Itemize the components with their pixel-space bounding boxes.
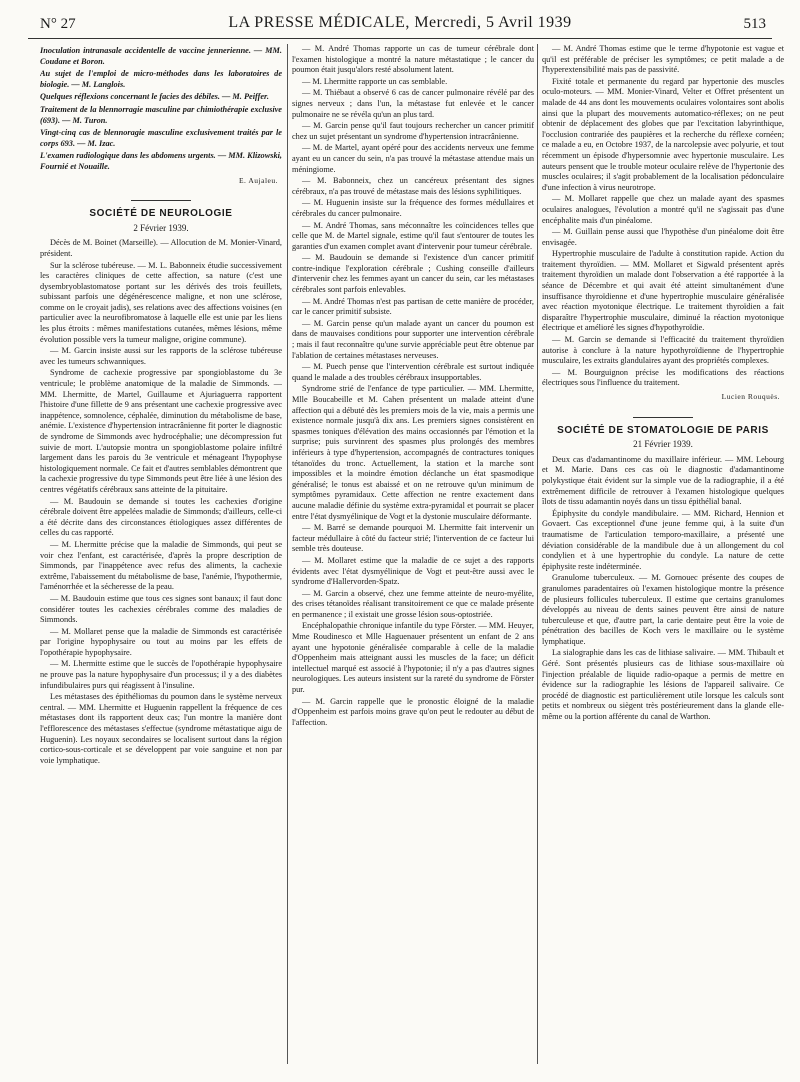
paragraph: Épiphysite du condyle mandibulaire. — MM. Richard, Hennion et Govaert. Cas exceptionnel d'une jeune femme qui, à la suite d'un traumatisme de l'articulation temporo-maxillaire, a présenté une déviation considérable de la mandibule due à un allongement du col condylien et à une hypertrophie du condyle. La nature de cette épiphysite reste indéterminée. <box>542 508 784 571</box>
paragraph: Hypertrophie musculaire de l'adulte à constitution rapide. Action du traitement thyroïdien. — MM. Mollaret et Sigwald présentent après traitement thyroïdien un malade dont l'observation a été rapportée à la séance de Décembre et qui avait été atteint simultanément d'une insuffisance thyroïdienne et d'une hypertrophie musculaire généralisée avec réaction myotonique électrique. Le traitement thyroïdien a fait disparaître l'hypertrophie musculaire, diminué la réaction myotonique électrique et amélioré les signes d'hypothyroïdie. <box>542 249 784 333</box>
paragraph: — M. Lhermitte précise que la maladie de Simmonds, qui peut se voir chez l'enfant, est caractérisée, d'après la propre description de Simmonds, par l'inappétence avec refus des aliments, la cachexie extrême, l'abaissement du métabolisme de base, l'anémie, l'hypothermie, l'aménorrhée et la sécheresse de la peau. <box>40 539 282 592</box>
paragraph: La sialographie dans les cas de lithiase salivaire. — MM. Thibault et Géré. Sont présentés plusieurs cas de lithiase sous-maxillaire où l'injection préalable de liquide radio-opaque a permis de mettre en évidence sur la radiographie les lésions de l'appareil salivaire. Ce procédé de diagnostic est particulièrement utile lorsque les calculs sont petits et nombreux ou siègent très postérieurement dans la glande elle-même ou la portion afférente du canal de Warthon. <box>542 648 784 722</box>
column-divider <box>537 44 538 1064</box>
report-title: Quelques réflexions concernant le facies des débiles. — M. Peiffer. <box>40 92 269 102</box>
column-2 <box>292 44 534 1074</box>
paragraph: — M. Huguenin insiste sur la fréquence des formes médullaires et cérébrales du cancer pulmonaire. <box>292 198 534 218</box>
report-title: L'examen radiologique dans les abdomens urgents. — MM. Klizowski, Fournié et Nouaille. <box>40 151 282 171</box>
paragraph: Granulome tuberculeux. — M. Gornouec présente des coupes de granulomes paradentaires où l'examen histologique montre la présence de plusieurs follicules tuberculeux. Il estime que certains granulomes développés au niveau de dents saines peuvent être ainsi de nature tuberculeuse et que, d'autre part, la carie dentaire peut être la voie de pénétration des bacilles de Koch vers le maxillaire ou le système lymphatique. <box>542 573 784 646</box>
paragraph: — M. Mollaret pense que la maladie de Simmonds est caractérisée par l'origine hypophysaire ou tout au moins par les effets de l'opothérapie hypophysaire. <box>40 626 282 657</box>
paragraph: Fixité totale et permanente du regard par hypertonie des muscles oculo-moteurs. — MM. Monier-Vinard, Velter et Offret présentent un malade de 44 ans dont les mouvements oculaires volontaires sont abolis ainsi que la plupart des mouvements automatico-réflexes; on ne peut obtenir de déplacement des globes que par l'excitation labyrinthique, l'occlusion contrariée des paupières et la recherche du réflexe cornéen; ce malade a eu, en Octobre 1937, de la narcolepsie avec polyurie, et tout récemment un épisode d'hypersomnie avec hypertonie musculaire. Les auteurs pensent que le trouble moteur oculaire relève de l'hypertonie des muscles oculaires; il s'agit probablement de la localisation pédonculaire d'une infection à virus neurotrope. <box>542 76 784 192</box>
paragraph: — M. André Thomas, sans méconnaître les coïncidences telles que celle que M. de Martel signale, estime qu'il faut s'entourer de toutes les garanties d'un examen complet avant d'intervenir pour tumeur cérébrale. <box>292 220 534 251</box>
paragraph: — M. Barré se demande pourquoi M. Lhermitte fait intervenir un facteur médullaire à côté du facteur strié; l'intervention de ce facteur lui semble très douteuse. <box>292 523 534 554</box>
session-date: 2 Février 1939. <box>133 222 189 233</box>
report-title: Vingt-cinq cas de blennoragie masculine exclusivement traités par le corps 693. — M. Izac. <box>40 128 282 148</box>
paragraph: — M. Garcin pense qu'il faut toujours rechercher un cancer primitif chez un sujet présentant un syndrome d'hypertension intracrânienne. <box>292 121 534 141</box>
report-title: Inoculation intranasale accidentelle de vaccine jennerienne. — MM. Coudane et Boron. <box>40 46 282 66</box>
paragraph: — M. André Thomas estime que le terme d'hypotonie est vague et qu'il est préférable de préciser les symptômes; ce petit malade a de l'hyperextensibilité mais pas de passivité. <box>542 44 784 75</box>
paragraph: — M. Garcin pense qu'un malade ayant un cancer du poumon est dans de mauvaises conditions pour supporter une intervention cérébrale ; mais il faut reconnaître qu'une survie appréciable peut être obtenue par l'ablation de certaines métastases nerveuses. <box>292 318 534 360</box>
paragraph: Syndrome strié de l'enfance de type particulier. — MM. Lhermitte, Mlle Boucabeille et M. Cahen présentent un malade atteint d'une affection qui a débuté dès les premiers mois de la vie, mais a permis une existence normale jusqu'à dix ans. Les premiers signes consistèrent en spasmes toniques d'élévation des mains occasionnés par l'émotion et la surprise; puis survinrent des spasmes plus prolongés des membres inférieurs à type d'hypertension, accompagnés de contractures toniques tétanoïdes du tronc. Actuellement, la station et la marche sont impossibles et la moindre émotion déclanche un état spasmodique généralisé; le tonus est abaissé et on ne retrouve qu'un minimum de symptômes pyramidaux. Cette affection ne rentre exactement dans aucune maladie définie du système extra-pyramidal et pourrait se placer entre l'état dysmyélinique de Vogt et la dystonie musculaire déformante. <box>292 384 534 521</box>
author-signature: E. Aujaleu. <box>238 175 278 185</box>
section-heading: SOCIÉTÉ DE STOMATOLOGIE DE PARIS <box>542 417 784 437</box>
paragraph: Les métastases des épithéliomas du poumon dans le système nerveux central. — MM. Lhermitte et Huguenin rappellent la fréquence de ces métastases dont ils rapportent deux cas; l'un montre la manière dont l'efflorescence des métastases s'effectue (syndrome métastatique aigu de Huguenin). Les noyaux secondaires se localisent surtout dans la région cortico-sous-corticale et se développent par voie sanguine et non par voie lymphatique. <box>40 692 282 765</box>
paragraph: — M. Garcin rappelle que le pronostic éloigné de la maladie d'Oppenheim est parfois moins grave qu'on peut le redouter au début de l'affection. <box>292 696 534 727</box>
paragraph: — M. Garcin insiste aussi sur les rapports de la sclérose tubéreuse avec les tumeurs schwanniques. <box>40 346 282 366</box>
paragraph: — M. Mollaret estime que la maladie de ce sujet a des rapports évidents avec l'état dysmyélinique de Vogt et peut-être aussi avec le syndrome d'Hallervorden-Spatz. <box>292 555 534 587</box>
report-title: Au sujet de l'emploi de micro-méthodes dans les laboratoires de biologie. — M. Langlois. <box>40 69 282 89</box>
paragraph: — M. Puech pense que l'intervention cérébrale est surtout indiquée quand le malade a des troubles cérébraux insupportables. <box>292 362 534 382</box>
paragraph: — M. André Thomas rapporte un cas de tumeur cérébrale dont l'examen histologique a montré la nature métastatique ; le cancer du poumon était jusqu'alors resté absolument latent. <box>292 44 534 75</box>
paragraph: — M. Garcin a observé, chez une femme atteinte de neuro-myélite, des crises tétanoïdes réalisant transitoirement ce que ce malade présente en permanence ; il existait une grosse lésion sous-optostriée. <box>292 588 534 619</box>
paragraph: Syndrome de cachexie progressive par spongioblastome du 3e ventricule; le problème anatomique de la maladie de Simmonds. — MM. Lhermitte, de Martel, Guillaume et Ajuriaguerra rapportent l'histoire d'une fillette de 9 ans présentant une cachexie progressive avec inappétence, somnolence, céphalée, diminution du métabolisme de base, anémie. L'existence d'hypertension intracrânienne fit porter le diagnostic de syndrome de Simmonds avec hydrocéphalie; une décompression fut suivie de mort. L'autopsie montra un spongioblastome polaire infiltré largement dans les parois du 3e ventricule et ménageant l'hypophyse histologiquement normale. Ce fait et d'autres semblables démontrent que la cachexie progressive du type Simmonds peut être liée à une lésion des centres végétatifs cérébraux sans atteinte de la pituitaire. <box>40 368 282 494</box>
paragraph: — M. Baudouin se demande si l'existence d'un cancer primitif contre-indique l'exploration cérébrale ; Cushing conseille d'ailleurs d'intervenir chez les femmes ayant un cancer du sein, car les métastases cérébrales sont parfois enlevables. <box>292 253 534 295</box>
column-3 <box>542 44 784 1074</box>
author-signature: Lucien Rouquès. <box>721 392 780 401</box>
paragraph: — M. Lhermitte rapporte un cas semblable. <box>302 76 448 86</box>
paragraph: — M. Garcin se demande si l'efficacité du traitement thyroïdien autorise à conclure à la nature hypothyroïdienne de l'hypertrophie musculaire, les extraits glandulaires ayant des propriétés complexes. <box>542 335 784 366</box>
session-date: 21 Février 1939. <box>633 439 693 450</box>
journal-masthead: LA PRESSE MÉDICALE, Mercredi, 5 Avril 1939 <box>228 14 572 31</box>
paragraph: — M. André Thomas n'est pas partisan de cette manière de procéder, car le cancer primitif subsiste. <box>292 296 534 317</box>
paragraph: — M. Thiébaut a observé 6 cas de cancer pulmonaire révélé par des signes nerveux ; dans l'un, la métastase fut enlevée et le cancer pulmonaire ne se révéla qu'un an plus tard. <box>292 88 534 119</box>
paragraph: — M. Mollaret rappelle que chez un malade ayant des spasmes oculaires analogues, l'évolution a montré qu'il ne s'agissait pas d'une encéphalite mais d'un pinéalome. <box>542 194 784 225</box>
paragraph: — M. Lhermitte estime que le succès de l'opothérapie hypophysaire ne prouve pas la nature hypophysaire d'un processus; il y a des diabètes infundibulaires purs qui réagissent à l'insuline. <box>40 659 282 690</box>
paragraph: Sur la sclérose tubéreuse. — M. L. Babonneix étudie successivement les caractères cliniques de cette affection, sa nature (c'est une dysembryoblastomatose portant sur les dérivés des trois feuillets, subissant parfois une dégénérescence maligne, et non une sclérose, comme on le croyait jadis), ses relations avec des affections voisines (en particulier avec la neurofibromatose à laquelle elle est unie par les liens les plus étroits : mêmes manifestations cutanées, mêmes lésions, même évolution possible vers la tumeur maligne, origine commune). <box>40 260 282 344</box>
paragraph: — M. Babonneix, chez un cancéreux présentant des signes cérébraux, n'a pas trouvé de métastase mais des lésions syphilitiques. <box>292 176 534 196</box>
column-1 <box>40 44 282 1074</box>
paragraph: Décès de M. Boinet (Marseille). — Allocution de M. Monier-Vinard, président. <box>40 238 282 258</box>
paragraph: — M. Bourguignon précise les modifications des réactions électriques sous l'influence du traitement. <box>542 367 784 388</box>
page-header <box>28 14 772 39</box>
page-number: 513 <box>743 16 766 32</box>
paragraph: — M. Baudouin estime que tous ces signes sont banaux; il faut donc considérer toutes les cachexies cérébrales comme des maladies de Simmonds. <box>40 593 282 625</box>
paragraph: Deux cas d'adamantinome du maxillaire inférieur. — MM. Lebourg et M. Marie. Dans ces cas où le diagnostic d'adamantinome polykystique était évident sur la simple vue de la radiographie, il a été extrêmement difficile de retrouver à l'examen histologique quelques îlots de tissu adamantin noyés dans un tissu épithélial banal. <box>542 454 784 507</box>
section-heading: SOCIÉTÉ DE NEUROLOGIE <box>40 200 282 220</box>
paragraph: — M. de Martel, ayant opéré pour des accidents nerveux une femme ayant eu un cancer du sein, n'a pas trouvé la métastase attendue mais un méningiome. <box>292 143 534 174</box>
issue-number: N° 27 <box>40 16 76 32</box>
paragraph: — M. Baudouin se demande si toutes les cachexies d'origine cérébrale doivent être appelées maladie de Simmonds; d'ailleurs, celle-ci a été décrite dans des circonstances étiologiques assez différentes de celles du cas rapporté. <box>40 496 282 538</box>
column-divider <box>287 44 288 1064</box>
report-title: Traitement de la blennorragie masculine par chimiothérapie exclusive (693). — M. Turon. <box>40 104 282 125</box>
paragraph: Encéphalopathie chronique infantile du type Förster. — MM. Heuyer, Mme Roudinesco et Mlle Haguenauer présentent un enfant de 2 ans ayant une hypotonie généralisée comparable à celle de la maladie d'Oppenheim mais atteignant aussi les muscles de la face; un déficit intellectuel marqué est associé à l'hypotonie; il n'y a pas d'autres signes neurologiques. Les auteurs insistent sur la rareté du syndrome de Förster pur. <box>292 621 534 695</box>
paragraph: — M. Guillain pense aussi que l'hypothèse d'un pinéalome doit être envisagée. <box>542 227 784 247</box>
